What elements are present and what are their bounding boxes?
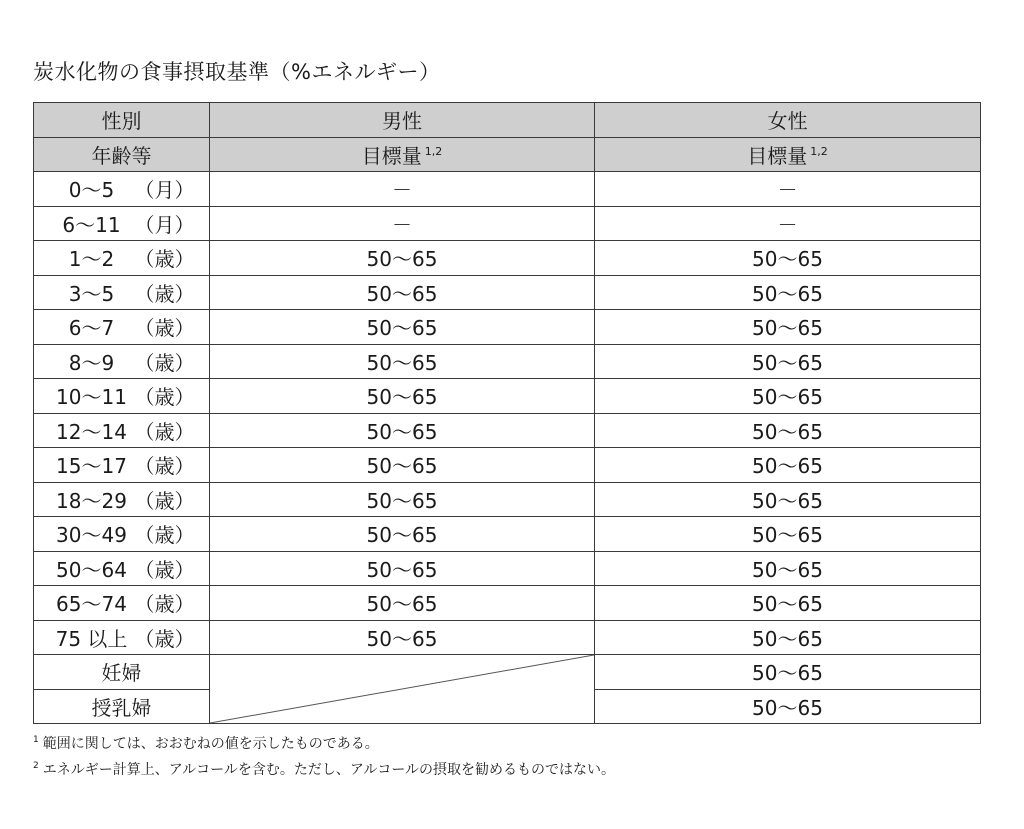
header-female: 女性 [595, 103, 981, 138]
female-value: 50～65 [595, 586, 981, 621]
special-label: 授乳婦 [34, 689, 210, 724]
male-value: 50～65 [210, 275, 595, 310]
special-label: 妊婦 [34, 655, 210, 690]
header-male: 男性 [210, 103, 595, 138]
age-unit: （歳） [134, 419, 195, 444]
diagonal-line [210, 655, 594, 723]
age-cell [34, 344, 210, 379]
table-row [34, 310, 981, 345]
female-value: 50～65 [595, 689, 981, 724]
male-value: 50～65 [210, 482, 595, 517]
male-value: 50～65 [210, 448, 595, 483]
age-unit: （歳） [134, 592, 195, 617]
age-range: 1～2 [68, 247, 115, 272]
age-unit: （歳） [134, 385, 195, 410]
male-value: 50～65 [210, 379, 595, 414]
female-value: 50～65 [595, 482, 981, 517]
age-unit: （歳） [134, 454, 195, 479]
table-row [34, 241, 981, 276]
header-sex-label: 性別 [34, 103, 210, 138]
age-unit: （月） [134, 212, 195, 237]
age-cell [34, 379, 210, 414]
female-value: 50～65 [595, 655, 981, 690]
table-row [34, 379, 981, 414]
age-range: 12～14 [56, 419, 127, 444]
male-value: 50～65 [210, 586, 595, 621]
female-value: 50～65 [595, 413, 981, 448]
age-cell [34, 551, 210, 586]
age-cell [34, 620, 210, 655]
footnote-mark: 1 [33, 735, 39, 745]
age-range: 3～5 [68, 281, 115, 306]
table-row [34, 172, 981, 207]
table-row [34, 620, 981, 655]
female-value: － [595, 172, 981, 207]
header-age-label: 年齢等 [34, 137, 210, 172]
footnote-text: 範囲に関しては、おおむねの値を示したものである。 [42, 736, 379, 752]
table-row [34, 517, 981, 552]
header-row-sex [34, 103, 981, 138]
target-label: 目標量 [361, 143, 422, 168]
female-value: 50～65 [595, 379, 981, 414]
age-cell [34, 206, 210, 241]
header-male-target [210, 137, 595, 172]
header-row-age [34, 137, 981, 172]
table-row [34, 206, 981, 241]
header-female-target [595, 137, 981, 172]
age-unit: （歳） [134, 350, 195, 375]
female-value: 50～65 [595, 310, 981, 345]
age-unit: （歳） [134, 557, 195, 582]
age-unit: （歳） [134, 316, 195, 341]
page-title: 炭水化物の食事摂取基準（%エネルギー） [33, 60, 441, 84]
age-unit: （歳） [134, 626, 195, 651]
not-applicable-cell [210, 655, 595, 724]
table-row [34, 482, 981, 517]
table-row [34, 551, 981, 586]
intake-table [33, 102, 981, 724]
age-unit: （月） [134, 178, 195, 203]
age-range: 15～17 [56, 454, 127, 479]
age-unit: （歳） [134, 281, 195, 306]
age-range: 6～11 [62, 212, 121, 237]
female-value: 50～65 [595, 517, 981, 552]
age-range: 18～29 [56, 488, 127, 513]
footnote-mark: 1,2 [810, 144, 828, 158]
male-value: 50～65 [210, 620, 595, 655]
female-value: 50～65 [595, 241, 981, 276]
male-value: 50～65 [210, 413, 595, 448]
age-cell [34, 241, 210, 276]
female-value: 50～65 [595, 344, 981, 379]
age-range: 65～74 [56, 592, 127, 617]
age-range: 75 以上 [55, 626, 128, 651]
female-value: － [595, 206, 981, 241]
age-cell [34, 482, 210, 517]
male-value: － [210, 206, 595, 241]
female-value: 50～65 [595, 551, 981, 586]
male-value: － [210, 172, 595, 207]
age-range: 30～49 [56, 523, 127, 548]
age-range: 10～11 [56, 385, 127, 410]
age-range: 8～9 [68, 350, 115, 375]
footnote-2 [33, 759, 615, 779]
table-row [34, 344, 981, 379]
table-row-special [34, 655, 981, 690]
footnote-1 [33, 733, 379, 753]
male-value: 50～65 [210, 517, 595, 552]
table-row [34, 413, 981, 448]
footnote-mark: 2 [33, 761, 39, 771]
target-label: 目標量 [747, 143, 808, 168]
male-value: 50～65 [210, 241, 595, 276]
age-unit: （歳） [134, 247, 195, 272]
age-range: 50～64 [56, 557, 127, 582]
female-value: 50～65 [595, 620, 981, 655]
table-row [34, 275, 981, 310]
age-unit: （歳） [134, 488, 195, 513]
age-range: 0～5 [68, 178, 115, 203]
age-unit: （歳） [134, 523, 195, 548]
male-value: 50～65 [210, 551, 595, 586]
age-cell [34, 172, 210, 207]
male-value: 50～65 [210, 310, 595, 345]
female-value: 50～65 [595, 448, 981, 483]
age-cell [34, 413, 210, 448]
age-cell [34, 275, 210, 310]
age-cell [34, 517, 210, 552]
age-range: 6～7 [68, 316, 115, 341]
age-cell [34, 448, 210, 483]
age-cell [34, 310, 210, 345]
male-value: 50～65 [210, 344, 595, 379]
table-row [34, 586, 981, 621]
age-cell [34, 586, 210, 621]
female-value: 50～65 [595, 275, 981, 310]
table-row [34, 448, 981, 483]
footnote-mark: 1,2 [424, 144, 443, 158]
footnote-text: エネルギー計算上、アルコールを含む。ただし、アルコールの摂取を勧めるものではない。 [42, 762, 616, 778]
